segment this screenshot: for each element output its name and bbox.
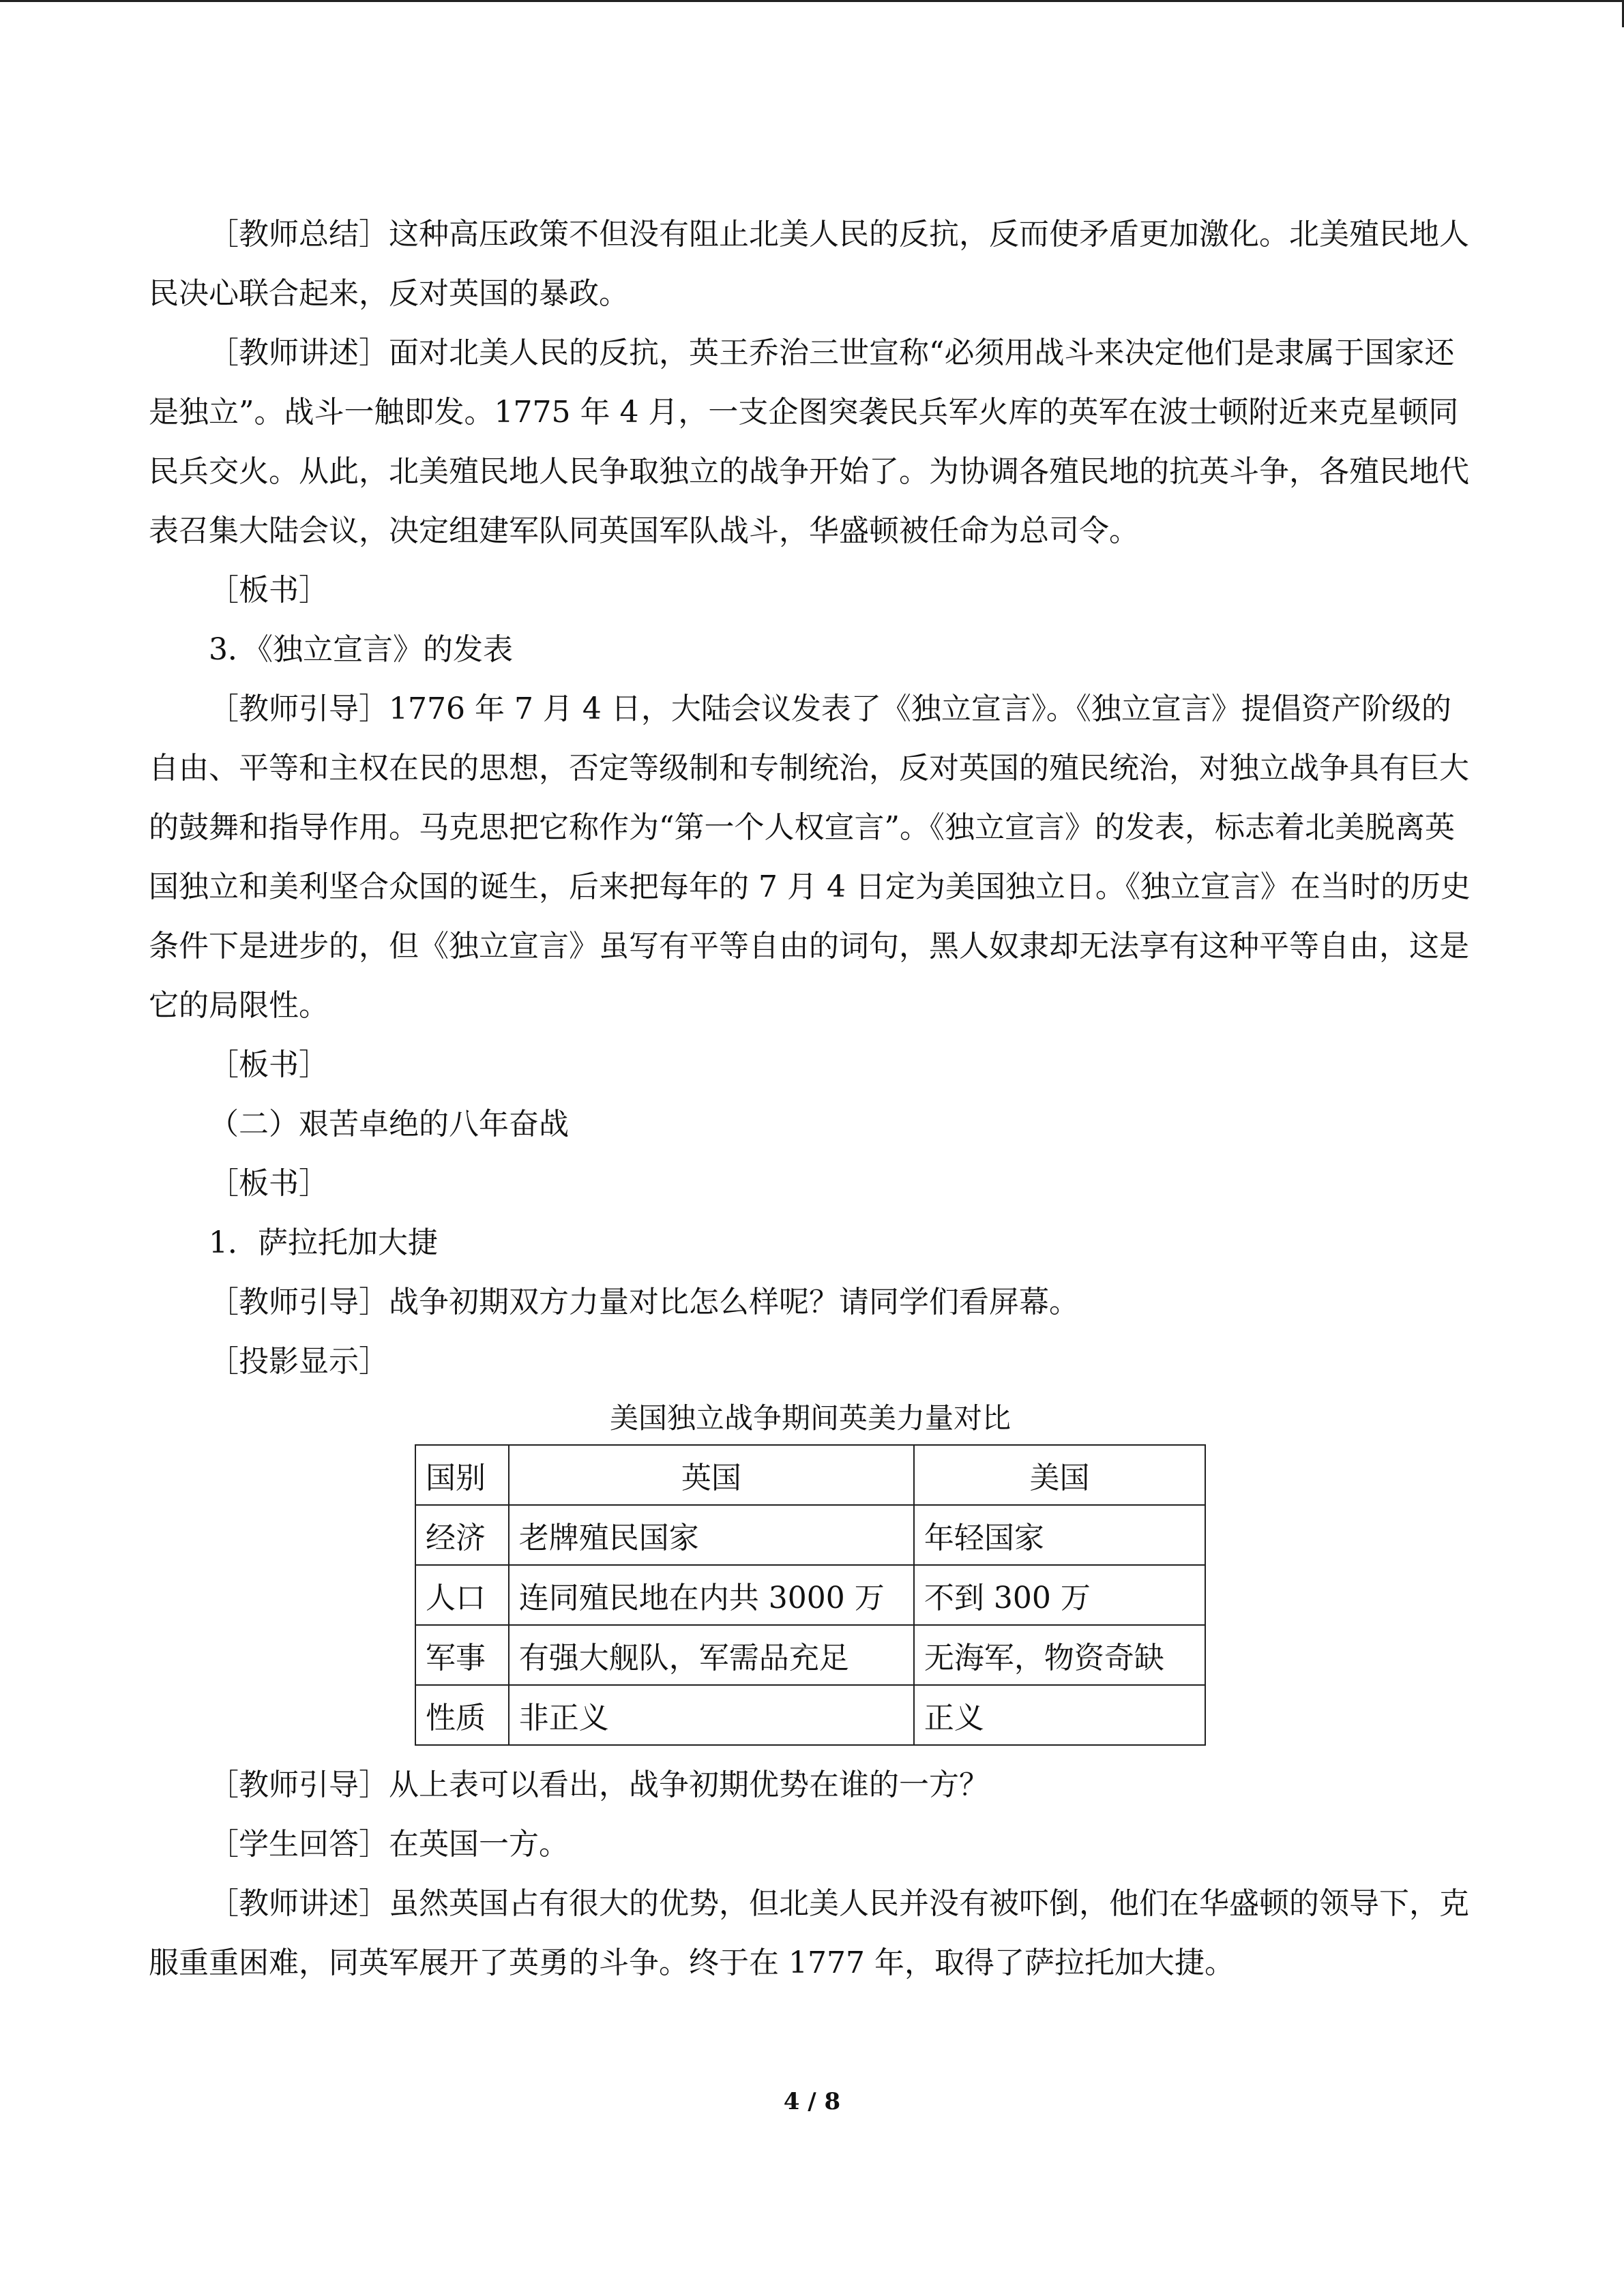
table-row [415,1505,1205,1565]
paragraph-teacher-narration-1: ［教师讲述］面对北美人民的反抗，英王乔治三世宣称“必须用战斗来决定他们是隶属于国家还是独立”。战斗一触即发。1775 年 4 月，一支企图突袭民兵军火库的英军在波士顿附近来克星顿同民兵交火。从此，北美殖民地人民争取独立的战争开始了。为协调各殖民地的抗英斗争，各殖民地代表召集大陆会议，决定组建军队同英国军队战斗，华盛顿被任命为总司令。 [149,336,1469,548]
page-number: 4 / 8 [783,2088,841,2115]
table-cell: 无海军，物资奇缺 [914,1625,1205,1685]
section-heading-war: （二）艰苦卓绝的八年奋战 [209,1107,569,1142]
table-header-cell: 美国 [914,1445,1205,1505]
board-label-1: ［板书］ [209,573,329,608]
table-cell: 有强大舰队，军需品充足 [509,1625,914,1685]
top-border-line [0,0,1624,2]
heading-saratoga: 1．萨拉托加大捷 [209,1225,438,1260]
paragraph-teacher-narration-2: ［教师讲述］虽然英国占有很大的优势，但北美人民并没有被吓倒，他们在华盛顿的领导下，克服重重困难，同英军展开了英勇的斗争。终于在 1777 年，取得了萨拉托加大捷。 [149,1886,1469,1980]
board-label-3: ［板书］ [209,1166,329,1201]
table-cell: 正义 [914,1685,1205,1745]
table-row [415,1625,1205,1685]
heading-declaration: 3．《独立宣言》的发表 [209,632,513,667]
table-cell: 经济 [415,1505,509,1565]
table-row [415,1685,1205,1745]
paragraph-teacher-summary: ［教师总结］这种高压政策不但没有阻止北美人民的反抗，反而使矛盾更加激化。北美殖民地人民决心联合起来，反对英国的暴政。 [149,217,1469,311]
table-cell: 性质 [415,1685,509,1745]
post-table-block [149,1755,1472,1993]
comparison-table [415,1444,1206,1746]
table-cell: 连同殖民地在内共 3000 万 [509,1565,914,1625]
table-cell: 军事 [415,1625,509,1685]
paragraph-teacher-guide-1: ［教师引导］战争初期双方力量对比怎么样呢？请同学们看屏幕。 [209,1285,1079,1320]
board-label-2: ［板书］ [209,1047,329,1082]
table-header-cell: 英国 [509,1445,914,1505]
paragraph-student-answer: ［学生回答］在英国一方。 [209,1827,569,1862]
table-cell: 人口 [415,1565,509,1625]
table-caption: 美国独立战争期间英美力量对比 [609,1401,1011,1435]
table-cell: 年轻国家 [914,1505,1205,1565]
paragraph-teacher-guide-2: ［教师引导］从上表可以看出，战争初期优势在谁的一方？ [209,1768,989,1802]
table-header-cell: 国别 [415,1445,509,1505]
table-cell: 非正义 [509,1685,914,1745]
projection-label: ［投影显示］ [209,1344,389,1379]
table-row [415,1565,1205,1625]
page-content [149,205,1472,1993]
table-header-row [415,1445,1205,1505]
paragraph-declaration: ［教师引导］1776 年 7 月 4 日，大陆会议发表了《独立宣言》。《独立宣言》提倡资产阶级的自由、平等和主权在民的思想，否定等级制和专制统治，反对英国的殖民统治，对独立战争具有巨大的鼓舞和指导作用。马克思把它称作为“第一个人权宣言”。《独立宣言》的发表，标志着北美脱离英国独立和美利坚合众国的诞生，后来把每年的 7 月 4 日定为美国独立日。《独立宣言》在当时的历史条件下是进步的，但《独立宣言》虽写有平等自由的词句，黑人奴隶却无法享有这种平等自由，这是它的局限性。 [149,691,1471,1023]
table-cell: 不到 300 万 [914,1565,1205,1625]
table-cell: 老牌殖民国家 [509,1505,914,1565]
